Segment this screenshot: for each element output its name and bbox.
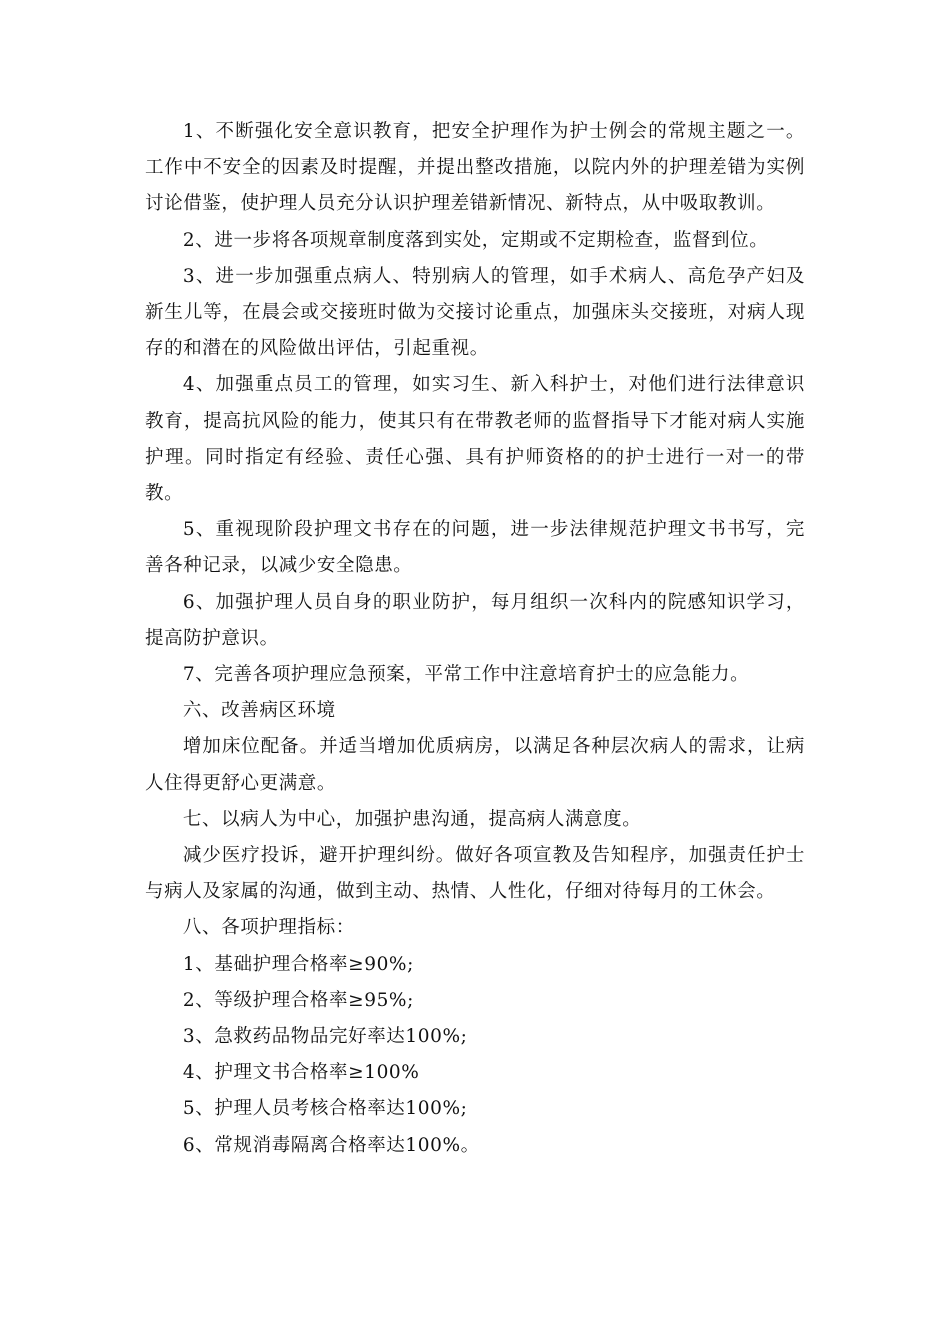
paragraph-bed-allocation: 增加床位配备。并适当增加优质病房，以满足各种层次病人的需求，让病人住得更舒心更满意。 xyxy=(145,736,805,794)
indicator-item: 5、护理人员考核合格率达100%; xyxy=(182,1098,468,1120)
indicator-item: 3、急救药品物品完好率达100%; xyxy=(182,1026,468,1048)
document-body xyxy=(145,114,805,1164)
indicator-item: 1、基础护理合格率≥90%; xyxy=(182,953,414,975)
paragraph-emergency-plans: 7、完善各项护理应急预案，平常工作中注意培育护士的应急能力。 xyxy=(182,664,750,686)
paragraph-key-staff: 4、加强重点员工的管理，如实习生、新入科护士，对他们进行法律意识教育，提高抗风险的能力，使其只有在带教老师的监督指导下才能对病人实施护理。同时指定有经验、责任心强、具有护师资格的的护士进行一对一的带教。 xyxy=(145,374,805,505)
paragraph-rules-implementation: 2、进一步将各项规章制度落到实处，定期或不定期检查，监督到位。 xyxy=(182,229,769,251)
indicator-item: 2、等级护理合格率≥95%; xyxy=(182,989,414,1011)
indicator-item: 4、护理文书合格率≥100% xyxy=(182,1062,420,1084)
indicator-item: 6、常规消毒隔离合格率达100%。 xyxy=(182,1134,480,1156)
section-heading-patient-centered: 七、以病人为中心，加强护患沟通，提高病人满意度。 xyxy=(182,808,642,830)
paragraph-key-patients: 3、进一步加强重点病人、特别病人的管理，如手术病人、高危孕产妇及新生儿等，在晨会或交接班时做为交接讨论重点，加强床头交接班，对病人现存的和潜在的风险做出评估，引起重视。 xyxy=(145,265,805,360)
paragraph-nursing-documents: 5、重视现阶段护理文书存在的问题，进一步法律规范护理文书书写，完善各种记录，以减少安全隐患。 xyxy=(145,519,805,577)
paragraph-occupational-protection: 6、加强护理人员自身的职业防护，每月组织一次科内的院感知识学习，提高防护意识。 xyxy=(145,591,805,649)
section-heading-nursing-indicators: 八、各项护理指标： xyxy=(182,917,355,939)
section-heading-ward-environment: 六、改善病区环境 xyxy=(182,700,336,722)
paragraph-safety-education: 1、不断强化安全意识教育，把安全护理作为护士例会的常规主题之一。工作中不安全的因素及时提醒，并提出整改措施，以院内外的护理差错为实例讨论借鉴，使护理人员充分认识护理差错新情况、新特点，从中吸取教训。 xyxy=(145,121,805,215)
paragraph-complaint-reduction: 减少医疗投诉，避开护理纠纷。做好各项宣教及告知程序，加强责任护士与病人及家属的沟通，做到主动、热情、人性化，仔细对待每月的工休会。 xyxy=(145,845,805,903)
